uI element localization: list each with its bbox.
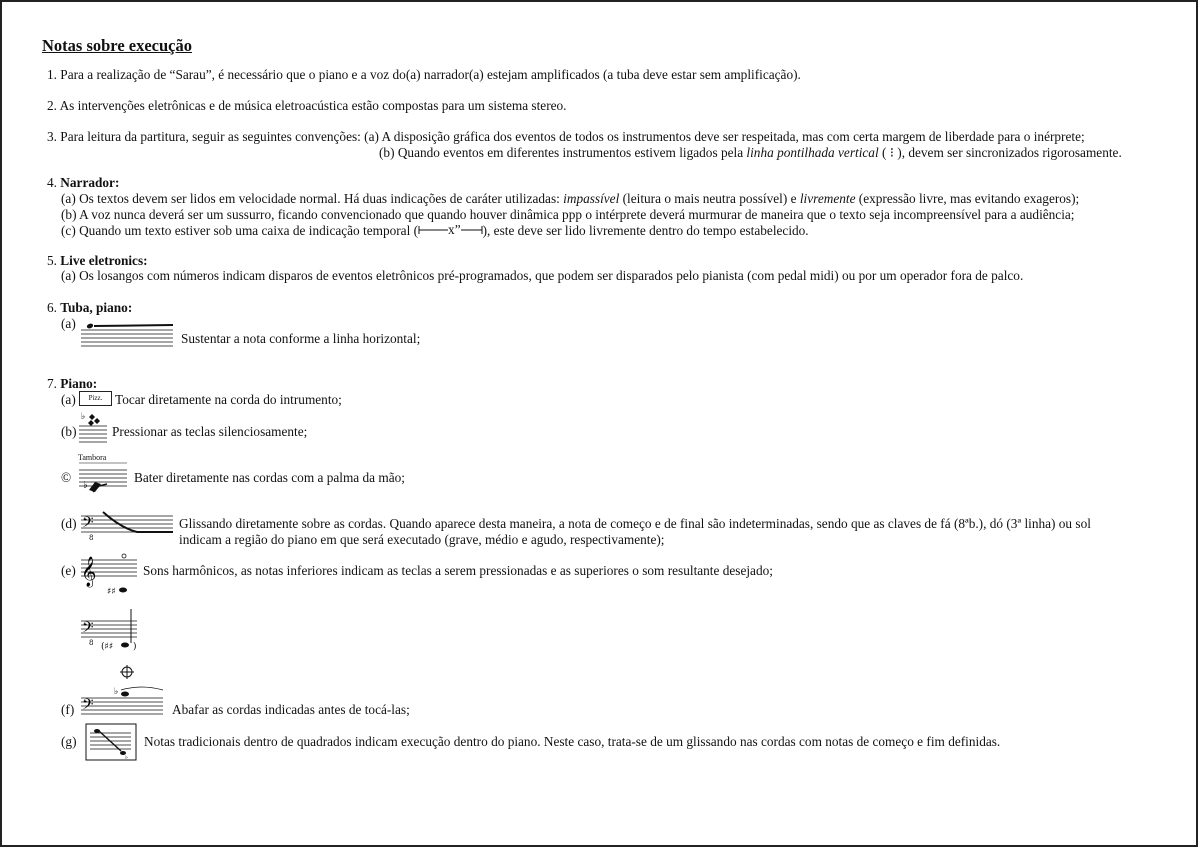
- item-7-heading: [47, 376, 97, 392]
- item-7g-label: (g): [61, 734, 77, 749]
- svg-text:♭: ♭: [83, 480, 88, 491]
- item-3b-emphasis: linha pontilhada vertical: [746, 145, 879, 160]
- item-3b-post: ( ⁝ ), devem ser sincronizados rigorosamente.: [878, 145, 1122, 160]
- time-box-label: x”: [448, 222, 461, 237]
- glissando-bass-clef-icon: [81, 508, 176, 544]
- svg-text:8: 8: [89, 534, 94, 542]
- svg-text:♭: ♭: [114, 687, 119, 697]
- tambora-icon: [79, 462, 129, 498]
- harmonics-bass-icon: [81, 607, 141, 655]
- item-4-title: Narrador:: [60, 175, 120, 190]
- item-3a-text: 3. Para leitura da partitura, seguir as seguintes convenções: (a) A disposição gráfica dos eventos de todos os instrumentos deve ser respeitada, mas com certa margem de liberdade para o inérprete;: [47, 129, 1085, 144]
- mute-strings-icon: [81, 662, 167, 720]
- svg-text:𝄢: 𝄢: [82, 696, 94, 717]
- item-5-number: 5.: [47, 253, 61, 268]
- item-7e-label: (e): [61, 563, 76, 578]
- item-4a-mid: (leitura o mais neutra possível) e: [619, 191, 800, 206]
- item-4c-text: [61, 222, 809, 239]
- item-4a-post: (expressão livre, mas evitando exageros);: [855, 191, 1080, 206]
- time-box-symbol: [418, 222, 483, 238]
- item-2-text: 2. As intervenções eletrônicas e de música eletroacústica estão compostas para um sistema stereo.: [47, 98, 567, 113]
- svg-text:𝄢: 𝄢: [82, 514, 94, 535]
- item-4b-text: (b) A voz nunca deverá ser um sussurro, ficando convencionado que quando houver dinâmica ppp o intérprete deverá murmurar de maneira que o texto seja incompreensível para a audiência;: [61, 207, 1075, 222]
- item-5a-text: (a) Os losangos com números indicam disparos de eventos eletrônicos pré-programados, que podem ser disparados pelo pianista (com pedal midi) ou por um operador fora de palco.: [61, 268, 1024, 283]
- svg-text:♭: ♭: [81, 412, 86, 422]
- item-1-text: 1. Para a realização de “Sarau”, é necessário que o piano e a voz do(a) narrador(a) estejam amplificados (a tuba deve estar sem amplificação).: [47, 67, 801, 82]
- item-7-title: Piano:: [60, 376, 98, 391]
- item-7-number: 7.: [47, 376, 61, 391]
- item-7c-label: ©: [61, 470, 72, 485]
- item-4a-pre: (a) Os textos devem ser lidos em velocidade normal. Há duas indicações de caráter utilizadas:: [61, 191, 564, 206]
- time-box-left-icon: [418, 225, 448, 235]
- svg-text:𝄢: 𝄢: [82, 619, 94, 640]
- item-6-heading: [47, 300, 132, 316]
- item-7b-text: Pressionar as teclas silenciosamente;: [112, 424, 308, 439]
- item-7g-text: Notas tradicionais dentro de quadrados indicam execução dentro do piano. Neste caso, trata-se de um glissando nas cordas com notas de começo e fim definidas.: [144, 734, 1001, 749]
- svg-text:♭: ♭: [125, 754, 128, 761]
- item-4c-pre: (c) Quando um texto estiver sob uma caixa de indicação temporal (: [61, 223, 419, 238]
- item-3b-pre: (b) Quando eventos em diferentes instrumentos estivem ligados pela: [379, 145, 747, 160]
- tambora-label: Tambora: [78, 453, 107, 462]
- inside-piano-box-icon: [85, 723, 145, 763]
- item-4-number: 4.: [47, 175, 61, 190]
- sustain-line-icon: [81, 318, 176, 350]
- item-5-heading: [47, 253, 148, 269]
- item-3b-text: [379, 145, 1122, 161]
- svg-text:): ): [133, 642, 137, 652]
- item-7a-label: (a): [61, 392, 76, 407]
- svg-text:𝄞: 𝄞: [81, 557, 97, 587]
- item-4a-em1: impassível: [563, 191, 620, 206]
- item-4c-post: ), este deve ser lido livremente dentro do tempo estabelecido.: [482, 223, 809, 238]
- item-6a-text: Sustentar a nota conforme a linha horizontal;: [181, 331, 421, 346]
- silent-keys-icon: [79, 410, 109, 446]
- pizz-box: Pizz.: [79, 391, 112, 406]
- page-title: Notas sobre execução: [42, 36, 192, 55]
- svg-text:♯♯: ♯♯: [107, 587, 116, 597]
- item-4-heading: [47, 175, 119, 191]
- item-7e-text: Sons harmônicos, as notas inferiores indicam as teclas a serem pressionadas e as superiores o som resultante desejado;: [143, 563, 773, 578]
- svg-text:8: 8: [89, 639, 94, 647]
- item-7f-label: (f): [61, 702, 75, 717]
- harmonics-treble-icon: [81, 550, 141, 598]
- svg-text:(♯♯: (♯♯: [101, 642, 114, 652]
- item-6a-label: (a): [61, 316, 76, 331]
- item-6-number: 6.: [47, 300, 61, 315]
- item-7b-label: (b): [61, 424, 77, 439]
- item-4a-text: [61, 191, 1079, 207]
- item-6-title: Tuba, piano:: [60, 300, 133, 315]
- item-4a-em2: livremente: [799, 191, 856, 206]
- item-7d-text-line2: indicam a região do piano em que será executado (grave, médio e agudo, respectivamente);: [179, 532, 665, 547]
- item-7f-text: Abafar as cordas indicadas antes de tocá-las;: [172, 702, 410, 717]
- item-7a-text: Tocar diretamente na corda do intrumento;: [115, 392, 342, 407]
- item-7d-text-line1: Glissando diretamente sobre as cordas. Quando aparece desta maneira, a nota de começo e de final são indeterminadas, sendo que as claves de fá (8ªb.), dó (3ª linha) ou sol: [179, 516, 1091, 531]
- time-box-right-icon: [461, 225, 483, 235]
- item-5-title: Live eletronics:: [60, 253, 148, 268]
- item-7d-label: (d): [61, 516, 77, 531]
- item-7c-text: Bater diretamente nas cordas com a palma da mão;: [134, 470, 405, 485]
